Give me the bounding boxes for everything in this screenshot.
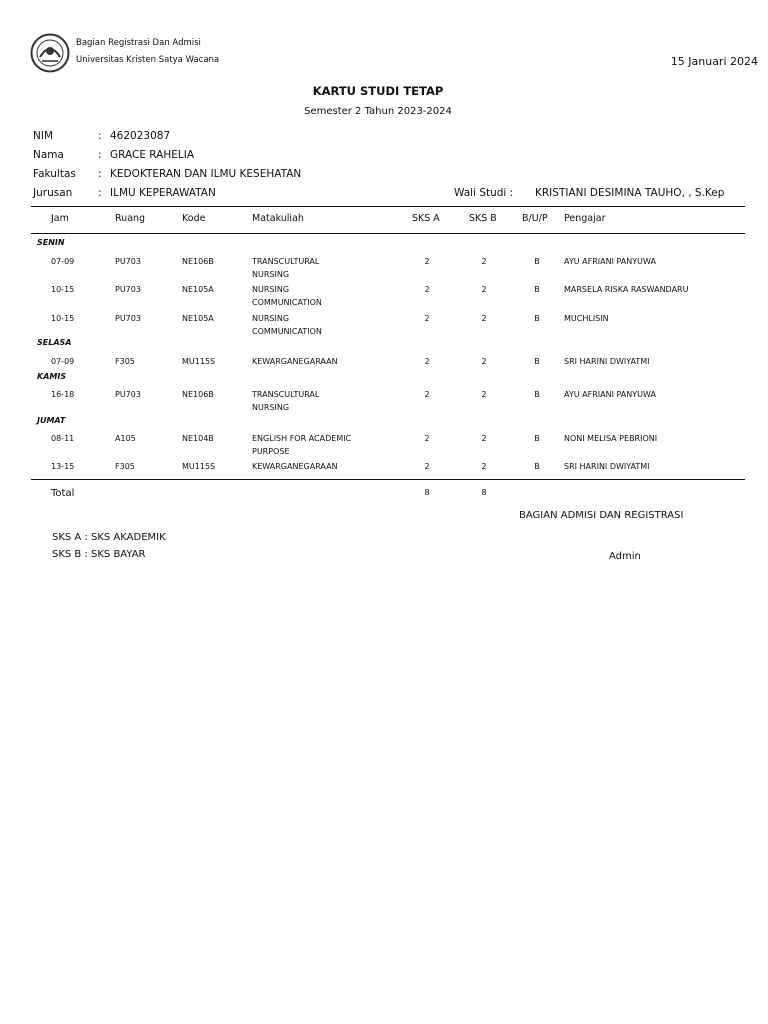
cell-bup: B bbox=[534, 357, 540, 366]
semester-subtitle: Semester 2 Tahun 2023-2024 bbox=[304, 106, 452, 117]
cell-sks-b: 2 bbox=[481, 390, 487, 399]
cell-jam: 10-15 bbox=[51, 314, 75, 323]
institution-line-1: Bagian Registrasi Dan Admisi bbox=[76, 38, 201, 48]
institution-line-2: Universitas Kristen Satya Wacana bbox=[76, 55, 220, 65]
cell-sks-b: 2 bbox=[481, 462, 487, 471]
total-sks-a: 8 bbox=[424, 488, 430, 497]
admission-office-label: BAGIAN ADMISI DAN REGISTRASI bbox=[519, 510, 684, 521]
jurusan-label: Jurusan bbox=[33, 187, 73, 199]
document-title: KARTU STUDI TETAP bbox=[312, 84, 444, 98]
cell-sks-a: 2 bbox=[424, 285, 430, 294]
cell-matakuliah: NURSING COMMUNICATION bbox=[252, 285, 322, 307]
cell-ruang: F305 bbox=[115, 357, 135, 366]
jurusan-value: ILMU KEPERAWATAN bbox=[110, 187, 216, 199]
document-date: 15 Januari 2024 bbox=[670, 55, 758, 68]
col-header-matakuliah: Matakuliah bbox=[252, 213, 304, 224]
cell-bup: B bbox=[534, 285, 540, 294]
cell-pengajar: SRI HARINI DWIYATMI bbox=[564, 357, 650, 366]
cell-sks-a: 2 bbox=[424, 434, 430, 443]
cell-matakuliah: TRANSCULTURAL NURSING bbox=[252, 257, 320, 279]
nim-colon: : bbox=[98, 130, 102, 142]
cell-pengajar: AYU AFRIANI PANYUWA bbox=[564, 390, 656, 399]
day-heading-kamis: KAMIS bbox=[37, 372, 67, 381]
cell-kode: MU115S bbox=[182, 462, 216, 471]
total-label: Total bbox=[51, 488, 75, 499]
cell-jam: 07-09 bbox=[51, 357, 75, 366]
col-header-bup: B/U/P bbox=[522, 213, 548, 224]
cell-pengajar: AYU AFRIANI PANYUWA bbox=[564, 257, 656, 266]
cell-pengajar: NONI MELISA PEBRIONI bbox=[564, 434, 658, 443]
cell-bup: B bbox=[534, 390, 540, 399]
col-header-sks-b: SKS B bbox=[469, 213, 497, 224]
cell-pengajar: MARSELA RISKA RASWANDARU bbox=[564, 285, 689, 294]
cell-jam: 10-15 bbox=[51, 285, 75, 294]
nim-value: 462023087 bbox=[110, 130, 171, 142]
cell-sks-b: 2 bbox=[481, 434, 487, 443]
cell-sks-a: 2 bbox=[424, 462, 430, 471]
table-top-rule bbox=[31, 206, 745, 207]
cell-bup: B bbox=[534, 257, 540, 266]
cell-kode: NE104B bbox=[182, 434, 214, 443]
cell-sks-a: 2 bbox=[424, 357, 430, 366]
cell-sks-a: 2 bbox=[424, 314, 430, 323]
col-header-jam: Jam bbox=[51, 213, 69, 224]
cell-bup: B bbox=[534, 434, 540, 443]
signatory-name: Admin bbox=[609, 551, 641, 562]
cell-sks-b: 2 bbox=[481, 257, 487, 266]
cell-pengajar: SRI HARINI DWIYATMI bbox=[564, 462, 650, 471]
cell-kode: NE105A bbox=[182, 285, 214, 294]
cell-sks-a: 2 bbox=[424, 390, 430, 399]
cell-matakuliah: ENGLISH FOR ACADEMIC PURPOSE bbox=[252, 434, 352, 456]
cell-sks-a: 2 bbox=[424, 257, 430, 266]
cell-kode: NE106B bbox=[182, 390, 214, 399]
day-heading-selasa: SELASA bbox=[37, 338, 72, 347]
nim-label: NIM bbox=[33, 130, 54, 142]
fakultas-label: Fakultas bbox=[33, 168, 76, 180]
total-sks-b: 8 bbox=[481, 488, 487, 497]
col-header-pengajar: Pengajar bbox=[564, 213, 606, 224]
cell-ruang: PU703 bbox=[115, 285, 141, 294]
cell-sks-b: 2 bbox=[481, 285, 487, 294]
col-header-kode: Kode bbox=[182, 213, 206, 224]
cell-ruang: PU703 bbox=[115, 257, 141, 266]
cell-bup: B bbox=[534, 462, 540, 471]
day-heading-jumat: JUMAT bbox=[37, 416, 66, 425]
col-header-ruang: Ruang bbox=[115, 213, 146, 224]
nama-colon: : bbox=[98, 149, 102, 161]
cell-matakuliah: KEWARGANEGARAAN bbox=[252, 462, 338, 471]
nama-value: GRACE RAHELIA bbox=[110, 149, 195, 161]
nama-label: Nama bbox=[33, 149, 64, 161]
cell-kode: NE106B bbox=[182, 257, 214, 266]
fakultas-colon: : bbox=[98, 168, 102, 180]
cell-matakuliah: KEWARGANEGARAAN bbox=[252, 357, 338, 366]
table-header-rule bbox=[31, 233, 745, 234]
col-header-sks-a: SKS A bbox=[412, 213, 440, 224]
fakultas-value: KEDOKTERAN DAN ILMU KESEHATAN bbox=[110, 168, 302, 180]
cell-matakuliah: NURSING COMMUNICATION bbox=[252, 314, 322, 336]
cell-ruang: PU703 bbox=[115, 390, 141, 399]
cell-sks-b: 2 bbox=[481, 357, 487, 366]
cell-kode: NE105A bbox=[182, 314, 214, 323]
table-bottom-rule bbox=[31, 479, 745, 480]
wali-studi-label: Wali Studi : bbox=[454, 187, 514, 199]
cell-ruang: F305 bbox=[115, 462, 135, 471]
cell-jam: 08-11 bbox=[51, 434, 75, 443]
cell-matakuliah: TRANSCULTURAL NURSING bbox=[252, 390, 320, 412]
legend-sks-b: SKS B : SKS BAYAR bbox=[52, 549, 146, 560]
cell-ruang: PU703 bbox=[115, 314, 141, 323]
wali-studi-value: KRISTIANI DESIMINA TAUHO, , S.Kep bbox=[535, 187, 725, 199]
university-logo-seal bbox=[30, 33, 70, 73]
cell-kode: MU115S bbox=[182, 357, 216, 366]
cell-bup: B bbox=[534, 314, 540, 323]
cell-sks-b: 2 bbox=[481, 314, 487, 323]
cell-jam: 07-09 bbox=[51, 257, 75, 266]
cell-pengajar: MUCHLISIN bbox=[564, 314, 609, 323]
cell-jam: 13-15 bbox=[51, 462, 75, 471]
cell-jam: 16-18 bbox=[51, 390, 75, 399]
legend-sks-a: SKS A : SKS AKADEMIK bbox=[52, 532, 166, 543]
jurusan-colon: : bbox=[98, 187, 102, 199]
day-heading-senin: SENIN bbox=[37, 238, 65, 247]
cell-ruang: A105 bbox=[115, 434, 136, 443]
